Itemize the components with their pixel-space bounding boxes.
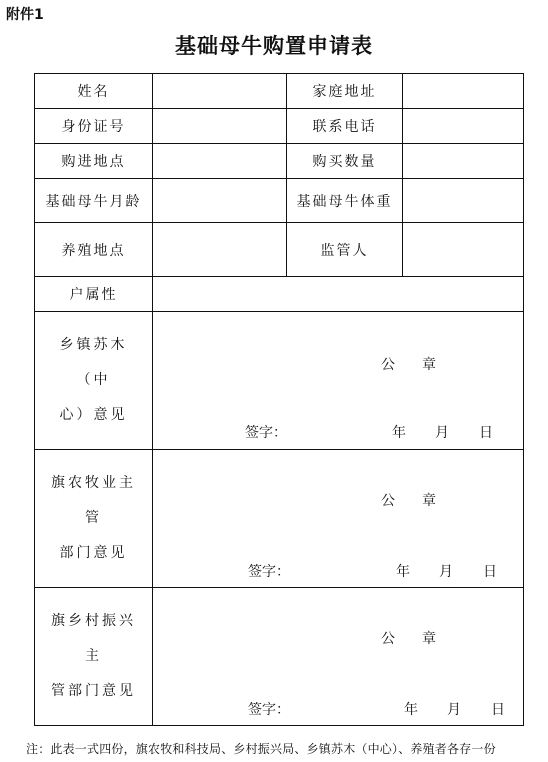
township-opinion-field[interactable] bbox=[153, 312, 524, 450]
cow-age-label: 基础母牛月龄 bbox=[35, 179, 153, 223]
household-type-field[interactable] bbox=[153, 277, 524, 312]
phone-field[interactable] bbox=[403, 109, 524, 144]
township-opinion-label bbox=[35, 312, 153, 450]
agriculture-dept-opinion-label-line1: 旗农牧业主管 bbox=[51, 475, 136, 526]
seal-zhang: 章 bbox=[422, 357, 436, 373]
agriculture-dept-opinion-field[interactable] bbox=[153, 450, 524, 588]
farm-location-field[interactable] bbox=[153, 223, 287, 277]
day-label: 日 bbox=[479, 425, 493, 441]
month-label: 月 bbox=[439, 564, 453, 580]
day-label: 日 bbox=[491, 702, 505, 718]
purchase-location-field[interactable] bbox=[153, 144, 287, 179]
seal-gong: 公 bbox=[381, 493, 395, 509]
cow-age-field[interactable] bbox=[153, 179, 287, 223]
rural-revitalization-opinion-label-line2: 管部门意见 bbox=[51, 683, 136, 699]
footer-note: 注：此表一式四份，旗农牧和科技局、乡村振兴局、乡镇苏木（中心）、养殖者各存一份 bbox=[26, 742, 496, 756]
agriculture-dept-opinion-label-line2: 部门意见 bbox=[59, 545, 128, 561]
attachment-label: 附件1 bbox=[6, 7, 44, 23]
cow-weight-field[interactable] bbox=[403, 179, 524, 223]
phone-label: 联系电话 bbox=[287, 109, 403, 144]
address-field[interactable] bbox=[403, 74, 524, 109]
sign-label: 签字： bbox=[248, 564, 290, 580]
rural-revitalization-opinion-field[interactable] bbox=[153, 588, 524, 726]
year-label: 年 bbox=[404, 702, 418, 718]
name-label: 姓名 bbox=[35, 74, 153, 109]
year-label: 年 bbox=[396, 564, 410, 580]
month-label: 月 bbox=[447, 702, 461, 718]
household-type-label: 户属性 bbox=[35, 277, 153, 312]
rural-revitalization-opinion-label-line1: 旗乡村振兴主 bbox=[51, 613, 136, 664]
name-field[interactable] bbox=[153, 74, 287, 109]
application-form-table bbox=[34, 73, 524, 726]
year-label: 年 bbox=[392, 425, 406, 441]
rural-revitalization-opinion-label bbox=[35, 588, 153, 726]
agriculture-dept-opinion-label bbox=[35, 450, 153, 588]
sign-label: 签字： bbox=[245, 425, 287, 441]
address-label: 家庭地址 bbox=[287, 74, 403, 109]
seal-zhang: 章 bbox=[422, 493, 436, 509]
sign-label: 签字： bbox=[248, 702, 290, 718]
purchase-quantity-label: 购买数量 bbox=[287, 144, 403, 179]
id-number-label: 身份证号 bbox=[35, 109, 153, 144]
township-opinion-label-line1: 乡镇苏木（中 bbox=[59, 337, 128, 388]
month-label: 月 bbox=[435, 425, 449, 441]
township-opinion-label-line2: 心）意见 bbox=[59, 407, 128, 423]
form-title: 基础母牛购置申请表 bbox=[175, 34, 373, 58]
farm-location-label: 养殖地点 bbox=[35, 223, 153, 277]
purchase-quantity-field[interactable] bbox=[403, 144, 524, 179]
seal-zhang: 章 bbox=[422, 631, 436, 647]
supervisor-label: 监管人 bbox=[287, 223, 403, 277]
id-number-field[interactable] bbox=[153, 109, 287, 144]
day-label: 日 bbox=[483, 564, 497, 580]
seal-gong: 公 bbox=[381, 357, 395, 373]
cow-weight-label: 基础母牛体重 bbox=[287, 179, 403, 223]
purchase-location-label: 购进地点 bbox=[35, 144, 153, 179]
supervisor-field[interactable] bbox=[403, 223, 524, 277]
seal-gong: 公 bbox=[381, 631, 395, 647]
